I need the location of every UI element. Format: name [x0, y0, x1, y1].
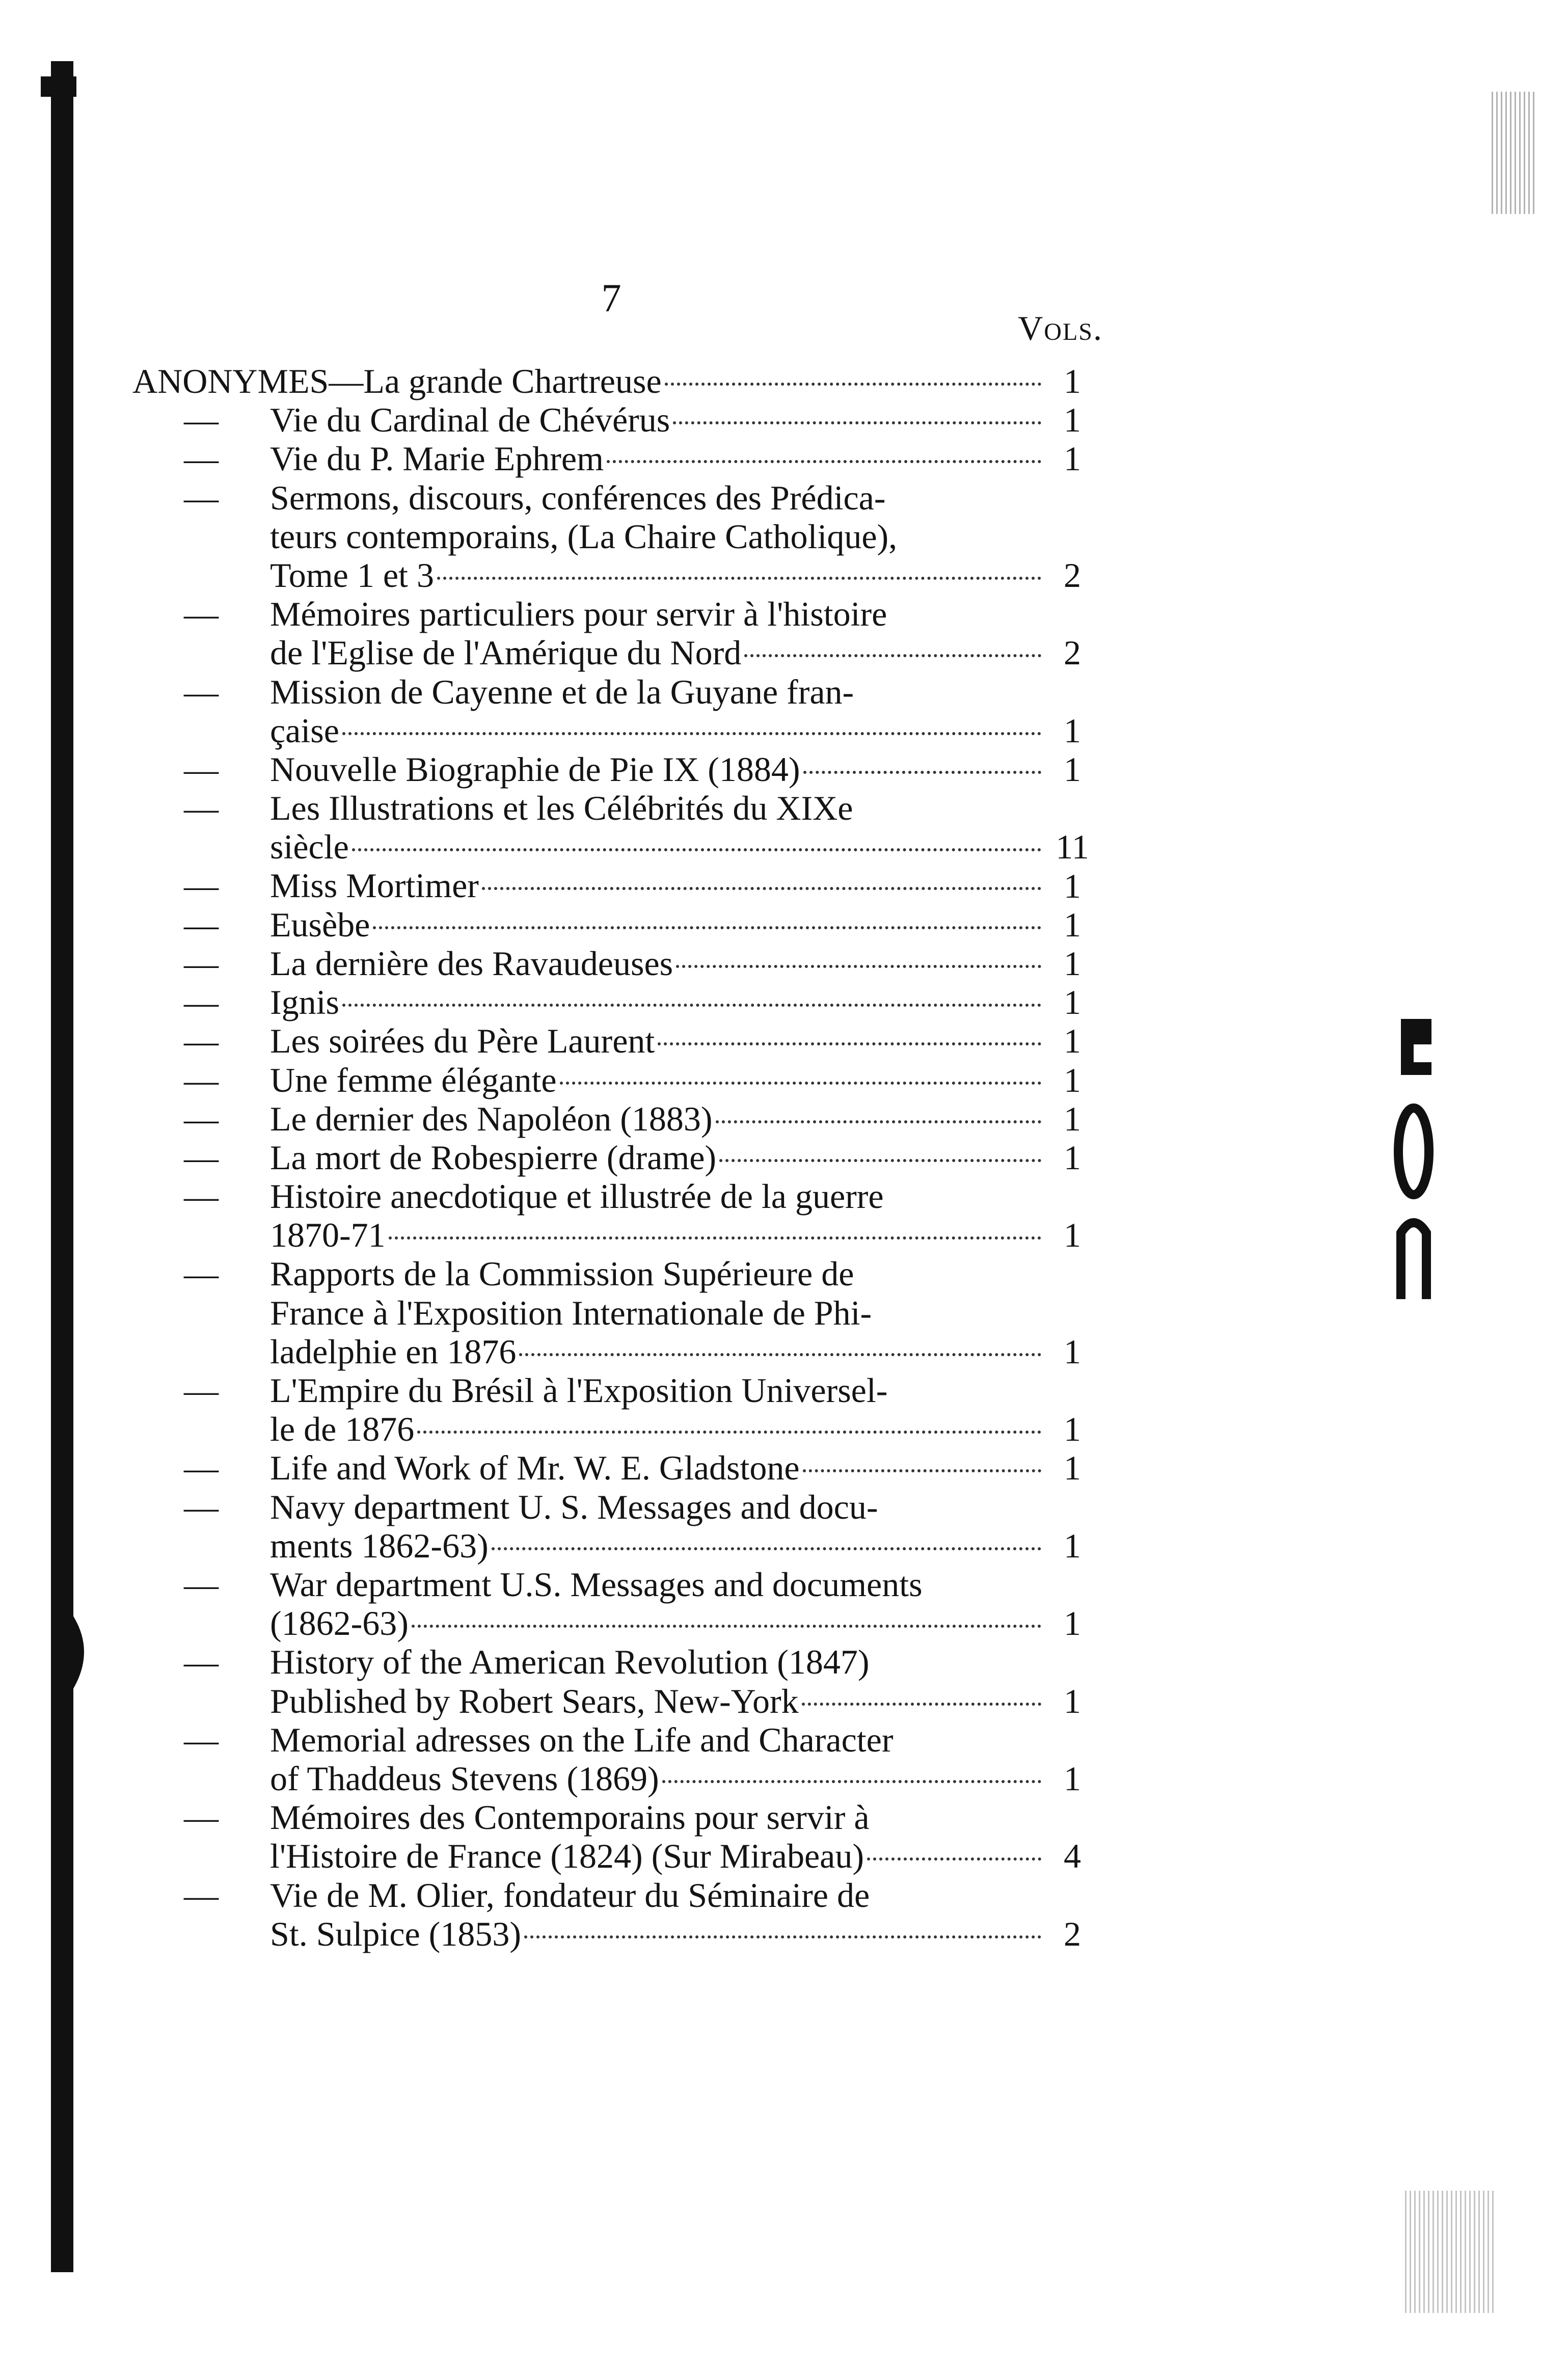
entry-title	[270, 595, 1044, 672]
ditto-dash: —	[184, 1642, 219, 1682]
entry-title	[270, 1138, 1044, 1177]
catalog-entry	[132, 1371, 1100, 1448]
volume-count: 1	[1064, 362, 1081, 400]
entry-title-line: de l'Eglise de l'Amérique du Nord	[270, 633, 1044, 672]
volume-count-cell	[1044, 1177, 1100, 1254]
entry-title-line: L'Empire du Brésil à l'Exposition Universel-	[270, 1371, 888, 1410]
catalog-entry	[132, 595, 1100, 672]
ditto-dash: —	[184, 1798, 219, 1837]
entry-title-line: Vie du Cardinal de Chévérus	[270, 400, 1044, 439]
ditto-dash: —	[184, 1021, 219, 1061]
dot-leader	[417, 1431, 1041, 1434]
catalog-entry	[132, 1177, 1100, 1254]
entry-title-line: Life and Work of Mr. W. E. Gladstone	[270, 1448, 1044, 1487]
volume-count-cell	[1044, 1642, 1100, 1720]
entry-title-line: l'Histoire de France (1824) (Sur Mirabeau)	[270, 1837, 1044, 1875]
ditto-dash: —	[184, 866, 219, 905]
entry-title-line: Nouvelle Biographie de Pie IX (1884)	[270, 750, 1044, 789]
volume-count-cell	[1044, 362, 1100, 400]
entry-title	[270, 1642, 1044, 1720]
volume-count-cell	[1044, 1061, 1100, 1099]
volumes-column-header: Vols.	[1018, 309, 1103, 347]
entry-title	[270, 1876, 1044, 1953]
volume-count: 1	[1064, 439, 1081, 478]
catalog-entries-list	[132, 362, 1100, 1953]
ditto-dash: —	[184, 1487, 219, 1526]
entry-title-line: Une femme élégante	[270, 1061, 1044, 1099]
dot-leader	[412, 1625, 1041, 1628]
entry-title-line: ments 1862-63)	[270, 1526, 1044, 1565]
volume-count-cell	[1044, 1565, 1100, 1642]
entry-title-line: ANONYMES— La grande Chartreuse	[132, 362, 1044, 400]
catalog-entry	[132, 1448, 1100, 1487]
catalog-entry	[132, 1720, 1100, 1798]
volume-count-cell	[1044, 400, 1100, 439]
entry-title-line: France à l'Exposition Internationale de Phi-	[270, 1293, 872, 1332]
volume-count: 11	[1056, 827, 1089, 867]
entry-title	[270, 866, 1044, 905]
catalog-entry	[132, 1021, 1100, 1060]
entry-title	[270, 1448, 1044, 1487]
entry-title-line: Mission de Cayenne et de la Guyane fran-	[270, 672, 854, 711]
entry-title-line: Ignis	[270, 983, 1044, 1021]
volume-count-cell	[1044, 1371, 1100, 1448]
ditto-dash: —	[184, 1060, 219, 1099]
volume-count-cell	[1044, 439, 1100, 478]
entry-title-line: Published by Robert Sears, New-York	[270, 1682, 1044, 1720]
dot-leader	[658, 1042, 1041, 1045]
entry-title-line: La dernière des Ravaudeuses	[270, 944, 1044, 983]
library-stamp-mark	[1391, 1014, 1437, 1299]
entry-title-line: (1862-63)	[270, 1604, 1044, 1642]
ditto-dash: —	[184, 439, 219, 478]
entry-title-line: Miss Mortimer	[270, 866, 1044, 905]
ditto-dash: —	[184, 1565, 219, 1604]
entry-title-line: Rapports de la Commission Supérieure de	[270, 1254, 854, 1294]
dot-leader	[524, 1935, 1041, 1938]
catalog-entry	[132, 905, 1100, 944]
ditto-dash: —	[184, 1099, 219, 1138]
dot-leader	[492, 1547, 1041, 1550]
entry-title-line: La mort de Robespierre (drame)	[270, 1138, 1044, 1177]
volume-count: 4	[1064, 1837, 1081, 1876]
volume-count: 1	[1064, 983, 1081, 1022]
volume-count: 2	[1064, 1914, 1081, 1953]
catalog-entry	[132, 1642, 1100, 1720]
entry-title-line: Memorial adresses on the Life and Character	[270, 1720, 894, 1759]
volume-count-cell	[1044, 1876, 1100, 1953]
catalog-entry	[132, 866, 1100, 905]
dot-leader	[665, 383, 1041, 386]
entry-title	[132, 362, 1044, 400]
dot-leader	[437, 577, 1041, 580]
scan-edge-noise-bottom	[1405, 2191, 1497, 2313]
catalog-entry	[132, 1061, 1100, 1099]
entry-title-line: War department U.S. Messages and documents	[270, 1565, 923, 1604]
catalog-entry	[132, 1138, 1100, 1177]
entry-title-line: Sermons, discours, conférences des Prédica-	[270, 478, 886, 517]
section-heading: ANONYMES—	[132, 362, 364, 400]
entry-title-line: siècle	[270, 827, 1044, 866]
scan-binding-shadow	[51, 61, 73, 2272]
dot-leader	[802, 1703, 1041, 1706]
entry-title	[270, 1099, 1044, 1138]
entry-title-line: St. Sulpice (1853)	[270, 1915, 1044, 1953]
scan-edge-noise	[1492, 92, 1537, 214]
entry-title	[270, 1565, 1044, 1642]
entry-title-line: History of the American Revolution (1847)	[270, 1642, 870, 1682]
dot-leader	[607, 460, 1041, 463]
volume-count: 1	[1064, 905, 1081, 944]
ditto-dash: —	[184, 672, 219, 711]
ditto-dash: —	[184, 1138, 219, 1177]
dot-leader	[389, 1236, 1041, 1240]
catalog-entry	[132, 1488, 1100, 1565]
scan-binding-shadow-top	[41, 76, 76, 97]
ditto-dash: —	[184, 1448, 219, 1488]
page-number: 7	[601, 276, 621, 320]
catalog-entry	[132, 944, 1100, 983]
entry-title-line: Mémoires des Contemporains pour servir à	[270, 1798, 870, 1837]
volume-count: 1	[1064, 1138, 1081, 1177]
volume-count: 1	[1064, 749, 1081, 789]
entry-title	[270, 672, 1044, 750]
entry-title-line: teurs contemporains, (La Chaire Catholique),	[270, 517, 898, 556]
dot-leader	[342, 1004, 1041, 1007]
ditto-dash: —	[184, 1371, 219, 1410]
entry-title	[270, 1371, 1044, 1448]
entry-title	[270, 1021, 1044, 1060]
volume-count-cell	[1044, 478, 1100, 595]
dot-leader	[352, 848, 1041, 851]
entry-title	[270, 944, 1044, 983]
entry-title-line: Vie du P. Marie Ephrem	[270, 439, 1044, 478]
catalog-entry	[132, 983, 1100, 1021]
entry-title-line: çaise	[270, 711, 1044, 750]
dot-leader	[482, 887, 1041, 890]
ditto-dash: —	[184, 1254, 219, 1294]
volume-count: 1	[1064, 1099, 1081, 1138]
catalog-entry	[132, 672, 1100, 750]
ditto-dash: —	[184, 595, 219, 634]
entry-title	[270, 1488, 1044, 1565]
volume-count-cell	[1044, 1720, 1100, 1798]
entry-title	[270, 905, 1044, 944]
ditto-dash: —	[184, 478, 219, 517]
entry-title	[270, 439, 1044, 478]
catalog-entry	[132, 362, 1100, 400]
entry-title-line: Histoire anecdotique et illustrée de la guerre	[270, 1177, 884, 1216]
entry-title-line: Mémoires particuliers pour servir à l'histoire	[270, 595, 887, 634]
entry-title-line: Navy department U. S. Messages and docu-	[270, 1487, 878, 1526]
volume-count: 1	[1064, 1448, 1081, 1488]
entry-title	[270, 1720, 1044, 1798]
ditto-dash: —	[184, 749, 219, 789]
volume-count-cell	[1044, 1798, 1100, 1875]
catalog-entry	[132, 1099, 1100, 1138]
catalog-entry	[132, 400, 1100, 439]
entry-title	[270, 1798, 1044, 1875]
entry-title	[270, 983, 1044, 1021]
volume-count-cell	[1044, 866, 1100, 905]
entry-title-line: Les Illustrations et les Célébrités du XIXe	[270, 789, 853, 828]
entry-title	[270, 478, 1044, 595]
volume-count: 2	[1064, 555, 1081, 595]
catalog-entry	[132, 750, 1100, 789]
dot-leader	[744, 654, 1041, 657]
catalog-entry	[132, 1254, 1100, 1371]
entry-title	[270, 1177, 1044, 1254]
margin-bracket-mark	[56, 1595, 112, 1712]
ditto-dash: —	[184, 1720, 219, 1759]
volume-count-cell	[1044, 905, 1100, 944]
volume-count-cell	[1044, 1488, 1100, 1565]
dot-leader	[342, 732, 1041, 735]
entry-title-line: Vie de M. Olier, fondateur du Séminaire de	[270, 1875, 870, 1915]
dot-leader	[716, 1120, 1041, 1123]
entry-title-line: Le dernier des Napoléon (1883)	[270, 1099, 1044, 1138]
volume-count-cell	[1044, 595, 1100, 672]
dot-leader	[719, 1159, 1041, 1162]
dot-leader	[662, 1780, 1041, 1783]
entry-title-line: of Thaddeus Stevens (1869)	[270, 1759, 1044, 1798]
volume-count-cell	[1044, 1099, 1100, 1138]
entry-title-line: Eusèbe	[270, 905, 1044, 944]
catalog-entry	[132, 1565, 1100, 1642]
ditto-dash: —	[184, 400, 219, 440]
entry-title	[270, 1061, 1044, 1099]
volume-count: 1	[1064, 1681, 1081, 1720]
volume-count: 1	[1064, 866, 1081, 905]
dot-leader	[673, 421, 1041, 424]
volume-count: 1	[1064, 1604, 1081, 1643]
entry-title-line: ladelphie en 1876	[270, 1332, 1044, 1371]
volume-count-cell	[1044, 944, 1100, 983]
volume-count: 1	[1064, 1759, 1081, 1798]
dot-leader	[560, 1082, 1041, 1085]
ditto-dash: —	[184, 944, 219, 983]
dot-leader	[676, 965, 1041, 968]
volume-count: 1	[1064, 1216, 1081, 1255]
ditto-dash: —	[184, 1177, 219, 1216]
catalog-entry	[132, 439, 1100, 478]
volume-count-cell	[1044, 750, 1100, 789]
volume-count: 1	[1064, 1332, 1081, 1371]
volume-count: 1	[1064, 1021, 1081, 1061]
volume-count-cell	[1044, 789, 1100, 866]
volume-count-cell	[1044, 1138, 1100, 1177]
volume-count-cell	[1044, 672, 1100, 750]
dot-leader	[373, 926, 1041, 929]
dot-leader	[803, 1469, 1041, 1472]
entry-title-line: 1870-71	[270, 1216, 1044, 1254]
ditto-dash: —	[184, 789, 219, 828]
catalog-entry	[132, 789, 1100, 866]
volume-count: 1	[1064, 1410, 1081, 1449]
volume-count-cell	[1044, 1448, 1100, 1487]
volume-count: 1	[1064, 1526, 1081, 1565]
volume-count-cell	[1044, 1254, 1100, 1371]
ditto-dash: —	[184, 983, 219, 1022]
volume-count: 1	[1064, 1060, 1081, 1099]
ditto-dash: —	[184, 1875, 219, 1915]
dot-leader	[867, 1857, 1041, 1861]
entry-title-line: le de 1876	[270, 1410, 1044, 1448]
entry-title	[270, 400, 1044, 439]
entry-title	[270, 1254, 1044, 1371]
entry-title	[270, 750, 1044, 789]
entry-title-line: Les soirées du Père Laurent	[270, 1021, 1044, 1060]
volume-count: 2	[1064, 633, 1081, 672]
catalog-entry	[132, 1798, 1100, 1875]
catalog-entry	[132, 1876, 1100, 1953]
volume-count: 1	[1064, 944, 1081, 983]
volume-count: 1	[1064, 400, 1081, 440]
entry-title	[270, 789, 1044, 866]
entry-title-line: Tome 1 et 3	[270, 556, 1044, 595]
volume-count: 1	[1064, 711, 1081, 750]
dot-leader	[519, 1353, 1041, 1356]
volume-count-cell	[1044, 983, 1100, 1021]
dot-leader	[803, 771, 1041, 774]
volume-count-cell	[1044, 1021, 1100, 1060]
ditto-dash: —	[184, 905, 219, 944]
catalog-entry	[132, 478, 1100, 595]
